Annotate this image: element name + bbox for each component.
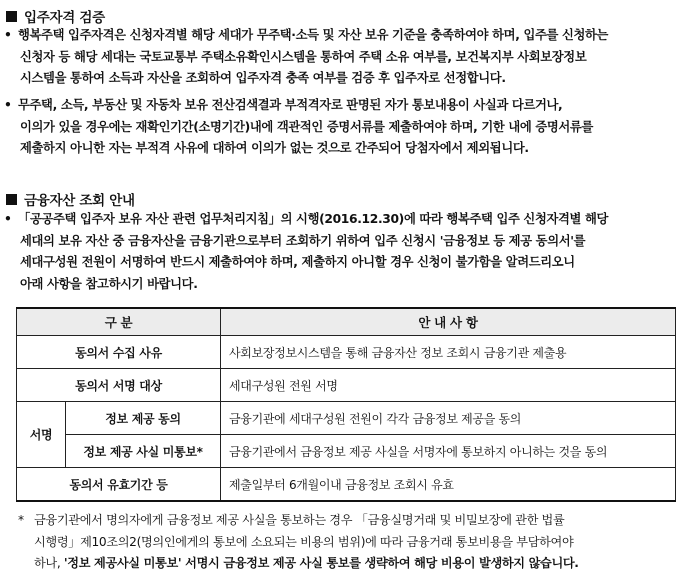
row-value: 금융기관에서 금융정보 제공 사실을 서명자에 통보하지 아니하는 것을 동의 bbox=[221, 435, 676, 468]
paragraph-financial-1 bbox=[4, 209, 688, 295]
table-row bbox=[17, 336, 676, 369]
footnote-line bbox=[18, 510, 688, 532]
table-row bbox=[17, 402, 676, 435]
bullet-icon: • bbox=[4, 98, 12, 112]
footnote bbox=[18, 510, 688, 575]
table-header-row bbox=[17, 308, 676, 336]
line-text: 「공공주택 입주자 보유 자산 관련 업무처리지침」의 시행(2016.12.30)에 따라 행복주택 입주 신청자격별 해당 bbox=[18, 212, 609, 226]
square-bullet-icon bbox=[6, 11, 17, 22]
section-title-financial bbox=[6, 189, 135, 209]
row-value: 사회보장정보시스템을 통해 금융자산 정보 조회시 금융기관 제출용 bbox=[221, 336, 676, 369]
bullet-icon: • bbox=[4, 28, 12, 42]
asterisk-marker: * bbox=[18, 513, 24, 527]
row-group-label: 서명 bbox=[17, 402, 66, 468]
paragraph-eligibility-2 bbox=[4, 95, 688, 160]
paragraph-line: 제출하지 아니한 자는 부적격 사유에 대하여 이의가 없는 것으로 간주되어 당첨자에서 제외됩니다. bbox=[20, 141, 529, 155]
table-row bbox=[17, 369, 676, 402]
square-bullet-icon bbox=[6, 194, 17, 205]
row-value: 세대구성원 전원 서명 bbox=[221, 369, 676, 402]
row-label: 동의서 수집 사유 bbox=[17, 336, 221, 369]
footnote-line bbox=[18, 553, 688, 575]
row-label: 정보 제공 동의 bbox=[66, 402, 221, 435]
row-label: 정보 제공 사실 미통보* bbox=[66, 435, 221, 468]
paragraph-line: 세대구성원 전원이 서명하여 반드시 제출하여야 하며, 제출하지 아니할 경우 신청이 불가함을 알려드리오니 bbox=[20, 255, 575, 269]
row-value: 제출일부터 6개월이내 금융정보 조회시 유효 bbox=[221, 468, 676, 502]
row-value: 금융기관에 세대구성원 전원이 각각 금융정보 제공을 동의 bbox=[221, 402, 676, 435]
paragraph-line: 이의가 있을 경우에는 재확인기간(소명기간)내에 객관적인 증명서류를 제출하여야 하며, 기한 내에 증명서류를 bbox=[20, 119, 593, 134]
paragraph-line: 세대의 보유 자산 중 금융자산을 금융기관으로부터 조회하기 위하여 입주 신청시 '금융정보 등 제공 동의서'를 bbox=[20, 233, 586, 248]
paragraph-line bbox=[4, 95, 688, 117]
line-text: 하나, bbox=[34, 556, 64, 570]
paragraph-eligibility-1 bbox=[4, 25, 688, 90]
paragraph-line bbox=[4, 25, 688, 47]
section-title-eligibility bbox=[6, 6, 105, 26]
footnote-emphasis: '정보 제공사실 미통보' 서명시 금융정보 제공 사실 통보를 생략하여 해당 비용이 발생하지 않습니다. bbox=[63, 556, 579, 570]
line-text: 금융기관에서 명의자에게 금융정보 제공 사실을 통보하는 경우 「금융실명거래 및 비밀보장에 관한 법률 bbox=[34, 513, 565, 527]
paragraph-line: 시스템을 통하여 소득과 자산을 조회하여 입주자격 충족 여부를 검증 후 입주자로 선정합니다. bbox=[20, 71, 506, 85]
table-row bbox=[17, 468, 676, 502]
row-label: 동의서 서명 대상 bbox=[17, 369, 221, 402]
paragraph-line: 아래 사항을 참고하시기 바랍니다. bbox=[20, 276, 198, 291]
bullet-icon: • bbox=[4, 212, 12, 226]
section-title-text: 입주자격 검증 bbox=[24, 10, 105, 26]
row-label: 동의서 유효기간 등 bbox=[17, 468, 221, 502]
section-title-text: 금융자산 조회 안내 bbox=[24, 193, 135, 209]
consent-info-table bbox=[16, 307, 676, 502]
table-row bbox=[17, 435, 676, 468]
line-text: 무주택, 소득, 부동산 및 자동차 보유 전산검색결과 부적격자로 판명된 자가 통보내용이 사실과 다르거나, bbox=[18, 98, 563, 112]
line-text: 행복주택 입주자격은 신청자격별 해당 세대가 무주택·소득 및 자산 보유 기준을 충족하여야 하며, 입주를 신청하는 bbox=[18, 28, 609, 42]
header-guide: 안 내 사 항 bbox=[221, 308, 676, 336]
paragraph-line bbox=[4, 209, 688, 231]
footnote-line: 시행령」제10조의2(명의인에게의 통보에 소요되는 비용의 범위)에 따라 금융거래 통보비용을 부담하여야 bbox=[34, 534, 574, 549]
header-category: 구 분 bbox=[17, 308, 221, 336]
paragraph-line: 신청자 등 해당 세대는 국토교통부 주택소유확인시스템을 통하여 주택 소유 여부를, 보건복지부 사회보장정보 bbox=[20, 49, 587, 64]
